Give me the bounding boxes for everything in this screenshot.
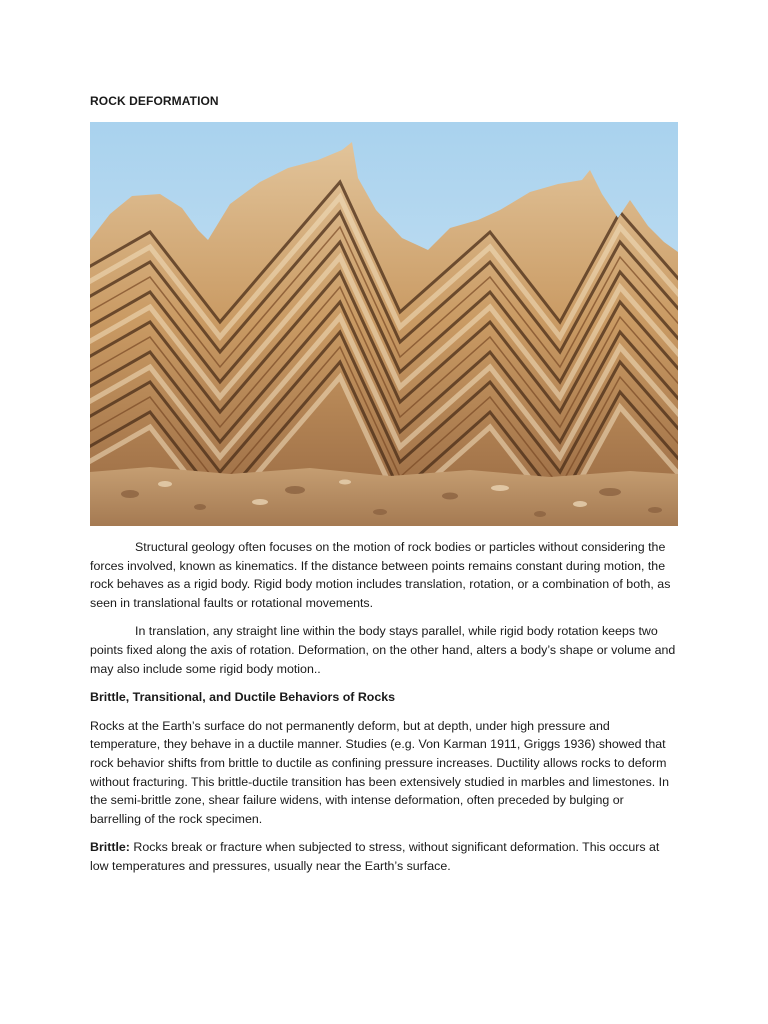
body-text bbox=[90, 538, 678, 886]
paragraph-kinematics: Structural geology often focuses on the motion of rock bodies or particles without considering the forces involved, known as kinematics. If the distance between points remains constant during motion, the rock behaves as a rigid body. Rigid body motion includes translation, rotation, or a combination of both, as seen in translational faults or rotational movements. bbox=[90, 540, 671, 610]
section-heading: Brittle, Transitional, and Ductile Behaviors of Rocks bbox=[90, 690, 396, 705]
brittle-label: Brittle: bbox=[90, 840, 130, 855]
paragraph-translation: In translation, any straight line within the body stays parallel, while rigid body rotation keeps two points fixed along the axis of rotation. Deformation, on the other hand, alters a body’s shape or volume and may also include some rigid body motion.. bbox=[90, 624, 676, 676]
paragraph-brittle bbox=[90, 838, 678, 875]
paragraph-ductile: Rocks at the Earth’s surface do not permanently deform, but at depth, under high pressure and temperature, they behave in a ductile manner. Studies (e.g. Von Karman 1911, Griggs 1936) showed that rock behavior shifts from brittle to ductile as confining pressure increases. Ductility allows rocks to deform without fracturing. This brittle-ductile transition has been extensively studied in marbles and limestones. In the semi-brittle zone, shear failure widens, with intense deformation, often preceded by bulging or barrelling of the rock specimen. bbox=[90, 718, 669, 826]
brittle-text: Rocks break or fracture when subjected to stress, without significant deformation. This occurs at low temperatures and pressures, usually near the Earth’s surface. bbox=[90, 840, 660, 873]
folded-rock-photo bbox=[90, 122, 678, 526]
document-title: ROCK DEFORMATION bbox=[90, 94, 219, 108]
